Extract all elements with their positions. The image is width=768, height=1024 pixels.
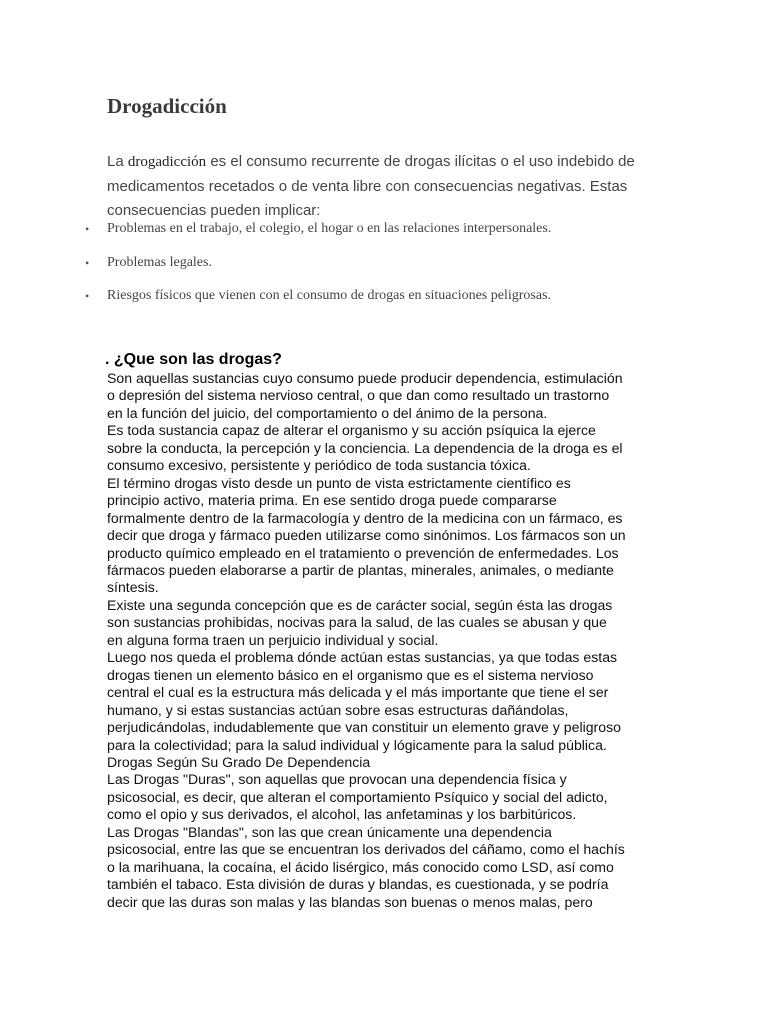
- list-item-text: Riesgos físicos que vienen con el consumo de drogas en situaciones peligrosas.: [107, 288, 552, 303]
- body-line: central el cual es la estructura más delicada y el más importante que tiene el ser: [107, 684, 609, 701]
- body-line: producto químico empleado en el tratamiento o prevención de enfermedades. Los: [107, 544, 619, 561]
- bullet-icon: •: [85, 255, 90, 270]
- intro-term: drogadicción: [127, 154, 207, 170]
- body-line: como el opio y sus derivados, el alcohol, las anfetaminas y los barbitúricos.: [107, 806, 577, 823]
- body-line: Luego nos queda el problema dónde actúan estas sustancias, ya que todas estas: [107, 649, 618, 666]
- body-line: síntesis.: [107, 579, 159, 596]
- body-line: formalmente dentro de la farmacología y dentro de la medicina con un fármaco, es: [107, 509, 623, 526]
- body-line: Las Drogas "Blandas", son las que crean únicamente una dependencia: [107, 823, 552, 840]
- body-line: Existe una segunda concepción que es de carácter social, según ésta las drogas: [107, 596, 613, 613]
- body-line: Es toda sustancia capaz de alterar el organismo y su acción psíquica la ejerce: [107, 422, 596, 439]
- body-line: decir que droga y fármaco pueden utilizarse como sinónimos. Los fármacos son un: [107, 527, 626, 544]
- list-item: [85, 218, 725, 252]
- body-line: psicosocial, es decir, que alteran el comportamiento Psíquico y social del adicto,: [107, 788, 608, 805]
- bullet-icon: •: [85, 289, 90, 303]
- body-line: para la colectividad; para la salud individual y lógicamente para la salud pública.: [107, 736, 607, 753]
- list-item: [85, 252, 725, 286]
- intro-line-2: medicamentos recetados o de venta libre con consecuencias negativas. Estas: [107, 177, 628, 195]
- body-line: principio activo, materia prima. En ese sentido droga puede compararse: [107, 492, 557, 509]
- body-line: drogas tienen un elemento básico en el organismo que es el sistema nervioso: [107, 666, 594, 683]
- body-text: [107, 370, 667, 911]
- body-line: o la marihuana, la cocaína, el ácido lisérgico, más conocido como LSD, así como: [107, 858, 614, 875]
- body-line: son sustancias prohibidas, nocivas para la salud, de las cuales se abusan y que: [107, 614, 607, 631]
- intro-line-3: consecuencias pueden implicar:: [107, 202, 321, 219]
- body-line: sobre la conducta, la percepción y la conciencia. La dependencia de la droga es el: [107, 439, 623, 456]
- body-line: también el tabaco. Esta división de duras y blandas, es cuestionada, y se podría: [107, 876, 609, 893]
- body-line: fármacos pueden elaborarse a partir de plantas, minerales, animales, o mediante: [107, 561, 614, 578]
- bullet-icon: •: [85, 222, 90, 236]
- list-item-text: Problemas en el trabajo, el colegio, el hogar o en las relaciones interpersonales.: [107, 221, 552, 236]
- body-line: humano, y si estas sustancias actúan sobre esas estructuras dañándolas,: [107, 701, 569, 718]
- body-line: El término drogas visto desde un punto de vista estrictamente científico es: [107, 474, 571, 491]
- list-item: [85, 285, 725, 319]
- intro-prefix: La: [107, 153, 128, 170]
- body-line: decir que las duras son malas y las blandas son buenas o menos malas, pero: [107, 893, 593, 910]
- consequences-list: [85, 218, 725, 319]
- body-line: Son aquellas sustancias cuyo consumo puede producir dependencia, estimulación: [107, 370, 623, 386]
- document-title: Drogadicción: [107, 94, 227, 118]
- body-line: consumo excesivo, persistente y periódico de toda sustancia tóxica.: [107, 457, 531, 474]
- body-line: en alguna forma traen un perjuicio individual y social.: [107, 631, 439, 648]
- body-line: o depresión del sistema nervioso central, o que dan como resultado un trastorno: [107, 387, 610, 404]
- section-heading: . ¿Que son las drogas?: [105, 351, 282, 368]
- body-line: psicosocial, entre las que se encuentran los derivados del cáñamo, como el hachís: [107, 841, 625, 858]
- intro-paragraph: [107, 150, 687, 224]
- intro-line-1: es el consumo recurrente de drogas ilícitas o el uso indebido de: [206, 153, 635, 170]
- list-item-text: Problemas legales.: [107, 254, 212, 270]
- body-line: en la función del juicio, del comportamiento o del ánimo de la persona.: [107, 404, 548, 421]
- body-line: Las Drogas "Duras", son aquellas que provocan una dependencia física y: [107, 771, 567, 788]
- body-line: perjudicándolas, indudablemente que van constituir un elemento grave y peligroso: [107, 719, 621, 736]
- body-line: Drogas Según Su Grado De Dependencia: [107, 753, 371, 770]
